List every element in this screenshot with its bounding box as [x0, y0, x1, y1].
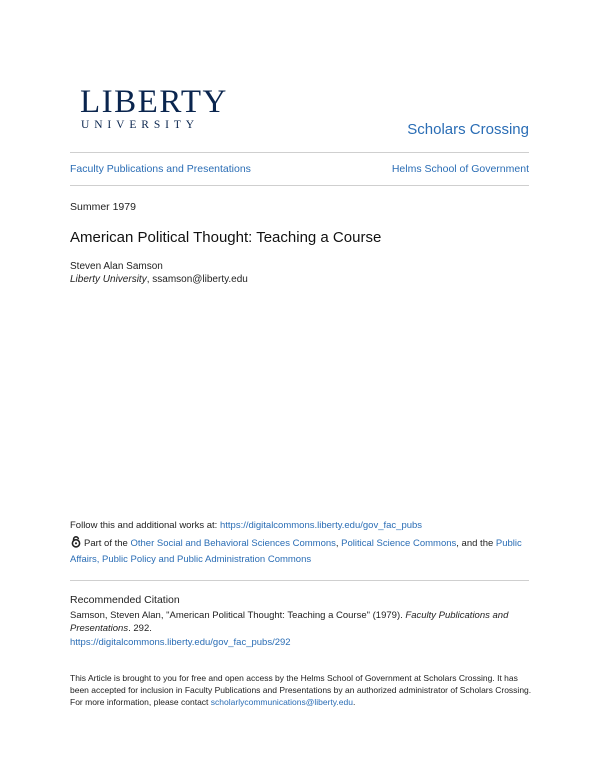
divider: [70, 152, 529, 153]
follow-prefix: Follow this and additional works at:: [70, 520, 220, 531]
scholars-crossing-link[interactable]: Scholars Crossing: [407, 121, 529, 138]
separator: ,: [335, 538, 342, 549]
citation-heading: Recommended Citation: [70, 594, 180, 606]
citation-text: [70, 609, 530, 635]
contact-email-link[interactable]: scholarlycommunications@liberty.edu: [210, 697, 353, 707]
part-of-line: [70, 536, 530, 568]
citation-series: Faculty Publications and Presentations: [70, 610, 509, 634]
follow-url-link[interactable]: https://digitalcommons.liberty.edu/gov_fac_pubs: [219, 520, 423, 531]
publication-date: Summer 1979: [70, 201, 136, 213]
citation-url-link[interactable]: https://digitalcommons.liberty.edu/gov_fac_pubs/292: [70, 637, 291, 648]
liberty-university-logo[interactable]: [80, 84, 228, 132]
helms-school-link[interactable]: Helms School of Government: [391, 163, 529, 175]
institution-name: Liberty University: [70, 274, 147, 285]
follow-line: [70, 520, 530, 531]
divider: [70, 580, 529, 581]
public-affairs-link[interactable]: Public Affairs, Public Policy and Public Administration Commons: [70, 538, 522, 565]
logo-subtitle: UNIVERSITY: [81, 119, 199, 131]
article-title: American Political Thought: Teaching a Course: [70, 229, 382, 246]
other-social-sciences-link[interactable]: Other Social and Behavioral Sciences Commons: [130, 538, 336, 549]
open-access-icon: [70, 536, 82, 548]
political-science-link[interactable]: Political Science Commons: [341, 538, 457, 549]
author-affiliation: [70, 274, 248, 285]
author-email: , ssamson@liberty.edu: [146, 274, 248, 285]
citation-number: . 292.: [128, 623, 152, 634]
part-of-prefix: Part of the: [84, 538, 131, 549]
footer-text: This Article is brought to you for free and open access by the Helms School of Government at Scholars Crossing. It has been accepted for inclusion in Faculty Publications and Presentations by an authorized administrator of Scholars Crossing. For more information, please contact: [70, 673, 532, 707]
footer-end: .: [352, 697, 356, 707]
logo-wordmark: LIBERTY: [80, 84, 228, 120]
divider: [70, 185, 529, 186]
separator: , and the: [456, 538, 496, 549]
footer-notice: [70, 672, 532, 708]
citation-main: Samson, Steven Alan, "American Political Thought: Teaching a Course" (1979).: [70, 610, 406, 621]
faculty-publications-link[interactable]: Faculty Publications and Presentations: [70, 163, 251, 175]
author-name: Steven Alan Samson: [70, 261, 163, 272]
